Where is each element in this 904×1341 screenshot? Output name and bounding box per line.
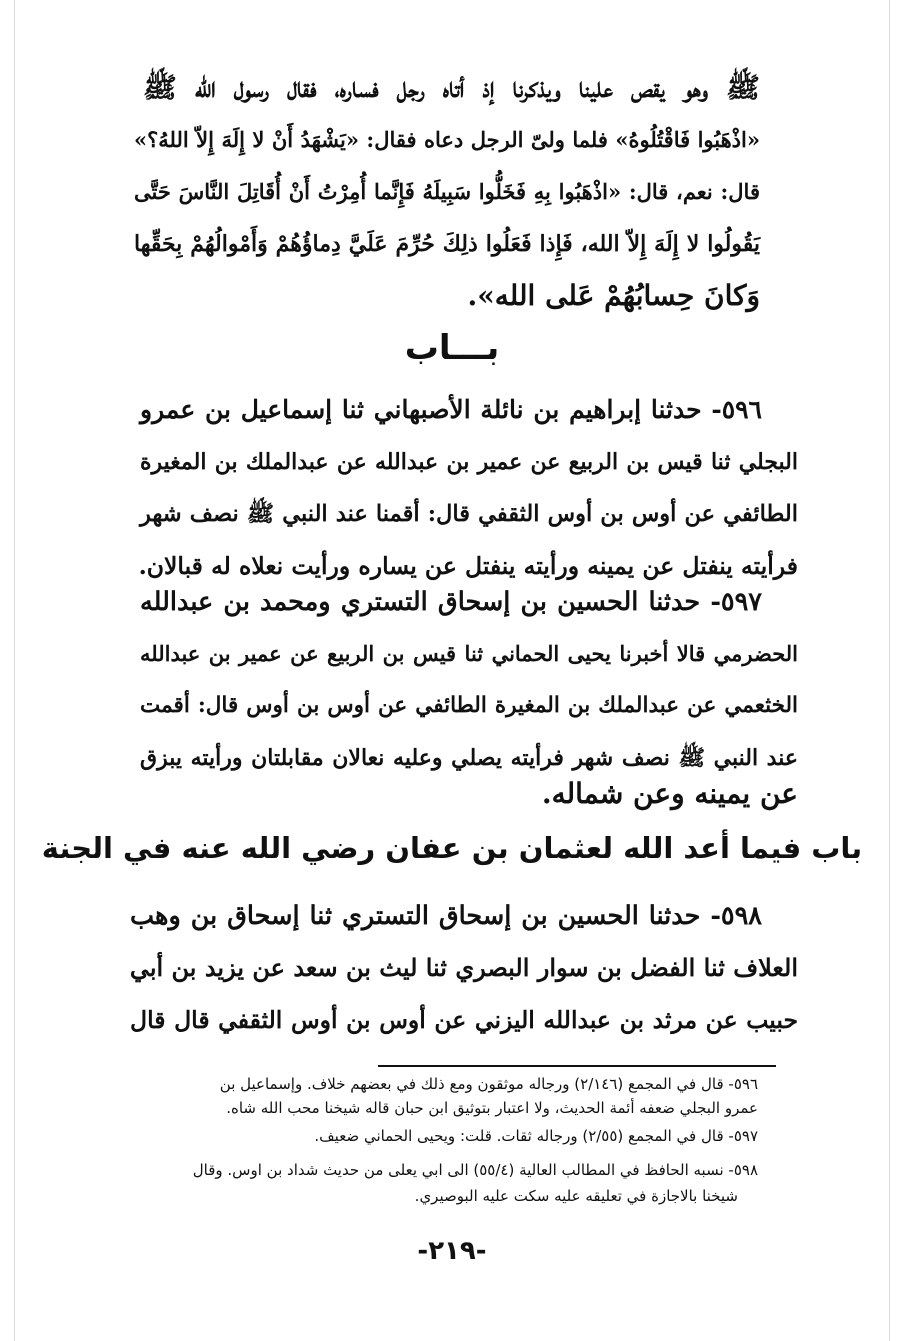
text-line: عن يمينه وعن شماله. [541,777,798,810]
section-heading: بـــاب [404,328,500,368]
scan-edge-left [14,0,15,1341]
text-line: البجلي ثنا قيس بن الربيع عن عمير بن عبدالله عن عبدالملك بن المغيرة [140,449,798,475]
text-line: ٥٩٦- حدثنا إبراهيم بن نائلة الأصبهاني ثنا إسماعيل بن عمرو [140,395,762,424]
text-line: الحضرمي قالا أخبرنا يحيى الحماني ثنا قيس بن الربيع عن عمير بن عبدالله [140,641,798,666]
footnote-line: شيخنا بالاجازة في تعليقه عليه سكت عليه البوصيري. [414,1187,738,1205]
text-line: عند النبي ﷺ نصف شهر فرأيته يصلي وعليه نعالان مقابلتان ورأيته يبزق [140,745,798,771]
footnote-line: ٥٩٧- قال في المجمع (٢/٥٥) ورجاله ثقات. قلت: ويحيى الحماني ضعيف. [314,1127,758,1145]
text-line: يَقُولُوا لا إِلَهَ إِلاّ الله، فَإِذا فَعَلُوا ذلِكَ حُرِّمَ عَلَيَّ دِماؤُهُمْ وَأَمْوالُهُمْ بِحَقِّها [134,231,760,257]
text-line: ﷺ وهو يقص علينا ويذكرنا إذ أتاه رجل فساره، فقال رسول الله ﷺ [143,71,760,104]
text-line: فرأيته ينفتل عن يمينه ورأيته ينفتل عن يساره ورأيت نعلاه له قبالان. [138,552,798,580]
scan-edge-right [889,0,890,1341]
text-line: قال: نعم، قال: «اذْهَبُوا بِهِ فَخَلُّوا سَبِيلَهُ فَإِنَّما أُمِرْتُ أَنْ أُقَاتِلَ النَّاسَ حَتَّى [134,179,760,204]
footnote-separator [378,1065,776,1067]
text-line: العلاف ثنا الفضل بن سوار البصري ثنا ليث بن سعد عن يزيد بن أبي [129,953,798,982]
text-line: الخثعمي عن عبدالملك بن المغيرة الطائفي عن أوس بن أوس قال: أقمت [140,693,798,718]
text-line: ٥٩٨- حدثنا الحسين بن إسحاق التستري ثنا إسحاق بن وهب [130,901,762,931]
chapter-heading: باب فيما أعد الله لعثمان بن عفان رضي الله عنه في الجنة [41,831,863,865]
page-number: -٢١٩- [417,1236,487,1266]
footnote-line: ٥٩٦- قال في المجمع (٢/١٤٦) ورجاله موثقون ومع ذلك في بعضهم خلاف. وإسماعيل بن [219,1075,758,1093]
footnote-line: عمرو البجلي ضعفه أئمة الحديث، ولا اعتبار بتوثيق ابن حبان قاله شيخنا محب الله شاه. [226,1099,758,1117]
text-line: حبيب عن مرثد بن عبدالله اليزني عن أوس بن أوس الثقفي قال قال [130,1006,798,1034]
text-line: وَكانَ حِسابُهُمْ عَلى الله». [467,279,760,312]
text-line: «اذْهَبُوا فَاقْتُلُوهُ» فلما ولىّ الرجل دعاه فقال: «يَشْهَدُ أَنْ لا إِلَهَ إِلاّ اللهُ؟» [134,127,760,152]
footnote-line: ٥٩٨- نسبه الحافظ في المطالب العالية (٥٥/٤) الى ابي يعلى من حديث شداد بن اوس. وقال [192,1161,758,1179]
text-line: الطائفي عن أوس بن أوس الثقفي قال: أقمنا عند النبي ﷺ نصف شهر [140,501,798,527]
text-line: ٥٩٧- حدثنا الحسين بن إسحاق التستري ومحمد بن عبدالله [140,587,762,617]
